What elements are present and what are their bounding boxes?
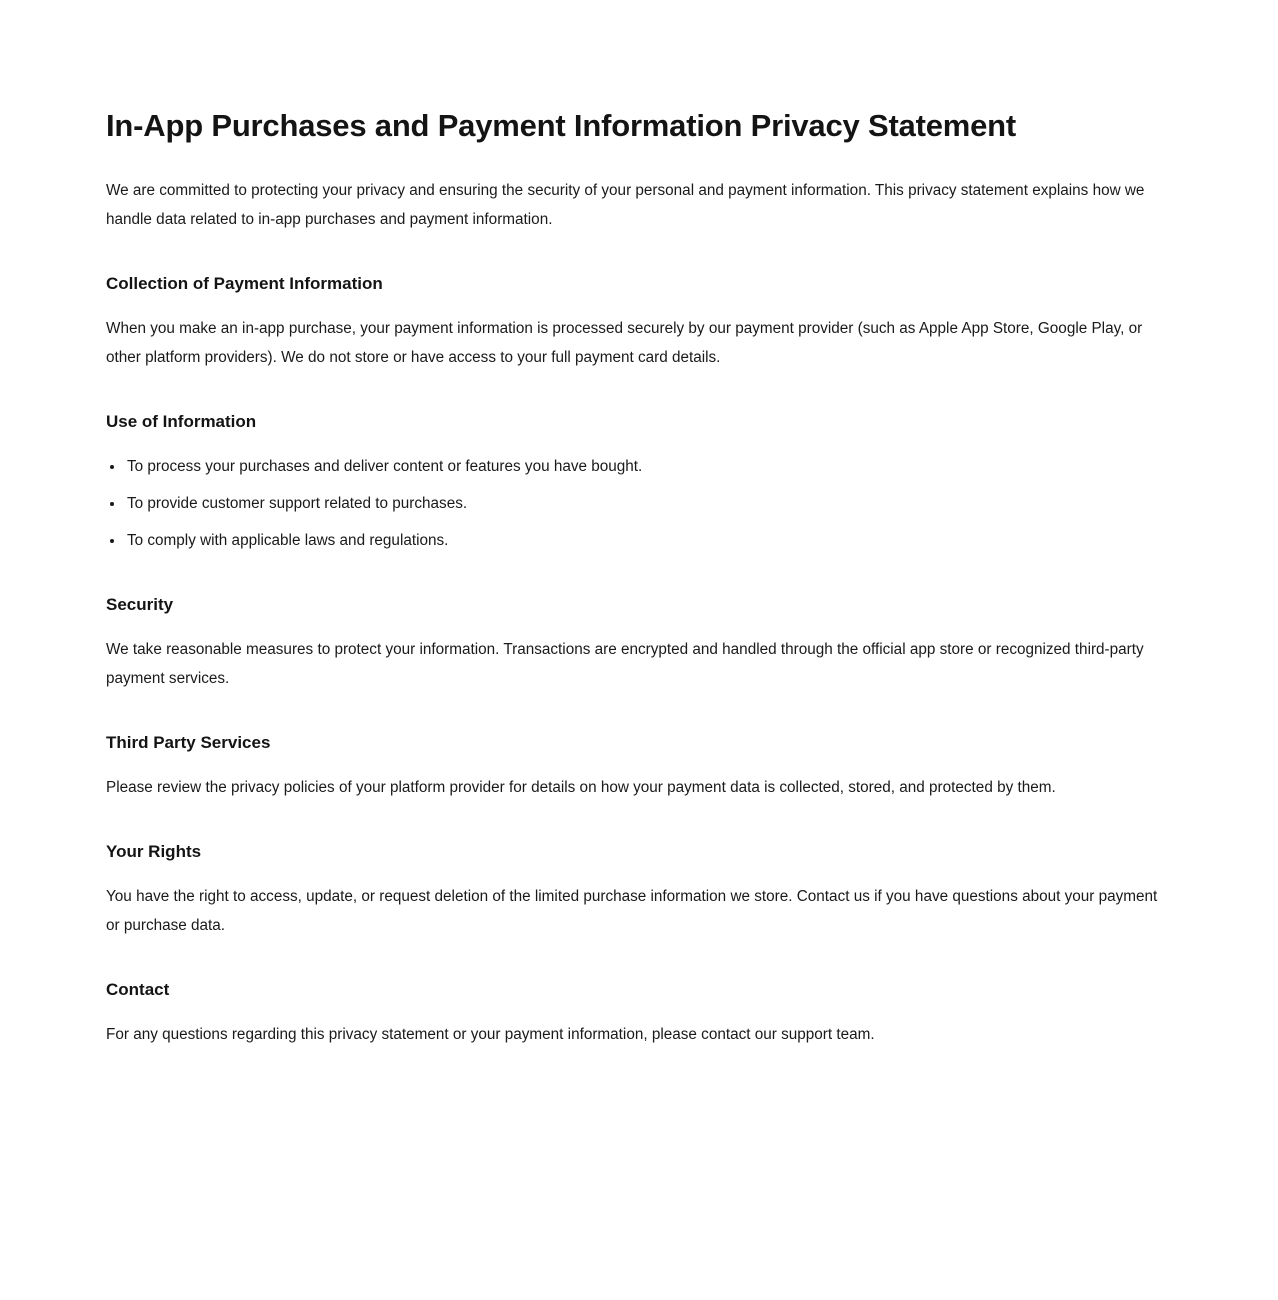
section-paragraph: Please review the privacy policies of your platform provider for details on how your payment data is collected, stored, and protected by them. [106,779,1056,796]
list-item-label: To comply with applicable laws and regulations. [127,532,449,549]
page-title: In-App Purchases and Payment Information Privacy Statement [106,108,1017,143]
section-collection-of-payment-information [106,272,1172,372]
section-your-rights [106,840,1172,940]
use-of-information-list [106,452,1172,555]
list-item [106,452,1172,481]
intro-paragraph: We are committed to protecting your privacy and ensuring the security of your personal and payment information. This privacy statement explains how we handle data related to in-app purchases and payment information. [106,182,1145,228]
section-security [106,593,1172,693]
list-item-label: To provide customer support related to purchases. [127,495,468,512]
section-heading: Use of Information [106,412,257,431]
section-paragraph: You have the right to access, update, or request deletion of the limited purchase information we store. Contact us if you have questions about your payment or purchase data. [106,888,1158,934]
list-item-label: To process your purchases and deliver content or features you have bought. [127,458,643,475]
section-heading: Collection of Payment Information [106,274,383,293]
list-item [106,489,1172,518]
section-heading: Contact [106,980,170,999]
list-item [106,526,1172,555]
section-paragraph: When you make an in-app purchase, your payment information is processed securely by our payment provider (such as Apple App Store, Google Play, or other platform providers). We do not store or have access to your full payment card details. [106,320,1143,366]
section-paragraph: We take reasonable measures to protect your information. Transactions are encrypted and handled through the official app store or recognized third-party payment services. [106,641,1144,687]
section-heading: Security [106,595,174,614]
section-contact [106,978,1172,1049]
section-paragraph: For any questions regarding this privacy statement or your payment information, please contact our support team. [106,1026,875,1043]
section-third-party-services [106,731,1172,802]
section-heading: Third Party Services [106,733,271,752]
section-use-of-information [106,410,1172,555]
section-heading: Your Rights [106,842,202,861]
